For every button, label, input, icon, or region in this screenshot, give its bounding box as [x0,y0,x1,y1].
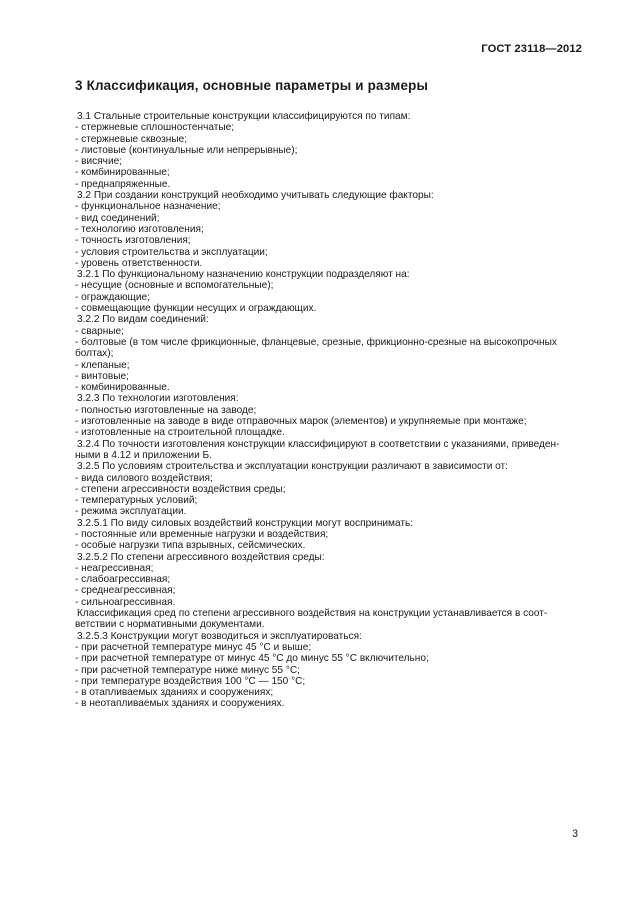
text-line: - неагрессивная; [75,562,154,574]
text-line: - винтовые; [75,370,129,382]
text-line: ветствии с нормативными документами. [75,619,265,631]
text-line: - сильноагрессивная. [75,596,176,608]
text-line: - степени агрессивности воздействия среды; [75,483,286,495]
text-line: - в неотапливаемых зданиях и сооружениях. [75,698,285,710]
text-line: - технологию изготовления; [75,223,204,235]
text-line: - изготовленные на заводе в виде отправочных марок (элементов) и укрупняемые при монтаже; [75,416,527,428]
text-line: - условия строительства и эксплуатации; [75,246,268,258]
text-line: - при расчетной температуре ниже минус 55 °С; [75,664,300,676]
text-line: - комбинированные. [75,382,170,394]
text-line: - висячие; [75,156,122,168]
text-line: - в отапливаемых зданиях и сооружениях; [75,687,274,699]
section-body [75,111,582,710]
page-number: 3 [572,828,578,840]
text-line: - стержневые сквозные; [75,133,188,145]
text-line: - при расчетной температуре от минус 45 °С до минус 55 °С включительно; [75,653,429,665]
text-line: - функциональное назначение; [75,201,221,213]
text-line: - слабоагрессивная; [75,574,171,586]
text-line: - изготовленные на строительной площадке. [75,427,285,439]
text-line: - клепаные; [75,359,130,371]
document-code: ГОСТ 23118—2012 [481,43,582,55]
text-line: - сварные; [75,325,124,337]
text-line: - стержневые сплошностенчатые; [75,122,235,134]
text-line: - листовые (континуальные или непрерывные); [75,144,298,156]
text-line: 3.2.5.1 По виду силовых воздействий конструкции могут воспринимать: [77,517,414,529]
text-line: - точность изготовления; [75,235,191,247]
text-line: - при расчетной температуре минус 45 °С и выше; [75,641,312,653]
text-line: - вид соединений; [75,212,160,224]
text-line: болтах); [75,348,114,360]
text-line: 3.2.3 По технологии изготовления: [77,393,239,405]
text-line: 3.2 При создании конструкций необходимо учитывать следующие факторы: [77,190,434,202]
text-line: - среднеагрессивная; [75,585,176,597]
text-line: 3.1 Стальные строительные конструкции классифицируются по типам: [77,111,411,122]
text-line: 3.2.1 По функциональному назначению конструкции подразделяют на: [77,269,410,281]
text-line: Классификация сред по степени агрессивного воздействия на конструкции устанавливается в соот- [77,608,548,620]
text-line: - постоянные или временные нагрузки и воздействия; [75,528,329,540]
text-line: - ограждающие; [75,291,150,303]
text-line: - болтовые (в том числе фрикционные, фланцевые, срезные, фрикционно-срезные на высокопрочных [75,336,557,348]
text-line: 3.2.2 По видам соединений: [77,314,209,326]
text-line: - особые нагрузки типа взрывных, сейсмических. [75,540,306,552]
text-line: 3.2.4 По точности изготовления конструкции классифицируют в соответствии с указаниями, приведен- [77,438,560,450]
text-line: - совмещающие функции несущих и ограждающих. [75,303,317,315]
text-line: 3.2.5.2 По степени агрессивного воздействия среды: [77,551,325,563]
text-line: ными в 4.12 и приложении Б. [75,449,212,461]
text-line: - уровень ответственности. [75,257,203,269]
text-line: - преднапряженные. [75,178,171,190]
text-line: - при температуре воздействия 100 °С — 150 °С; [75,675,306,687]
section-title: 3 Классификация, основные параметры и размеры [75,78,429,93]
text-line: - температурных условий; [75,495,198,507]
text-line: - несущие (основные и вспомогательные); [75,280,274,292]
text-line: 3.2.5 По условиям строительства и эксплуатации конструкции различают в зависимости от: [77,461,508,473]
text-line: 3.2.5.3 Конструкции могут возводиться и эксплуатироваться: [77,630,362,642]
text-line: - полностью изготовленные на заводе; [75,404,257,416]
text-line: - комбинированные; [75,167,170,179]
text-line: - режима эксплуатации. [75,506,187,518]
text-line: - вида силового воздействия; [75,472,213,484]
